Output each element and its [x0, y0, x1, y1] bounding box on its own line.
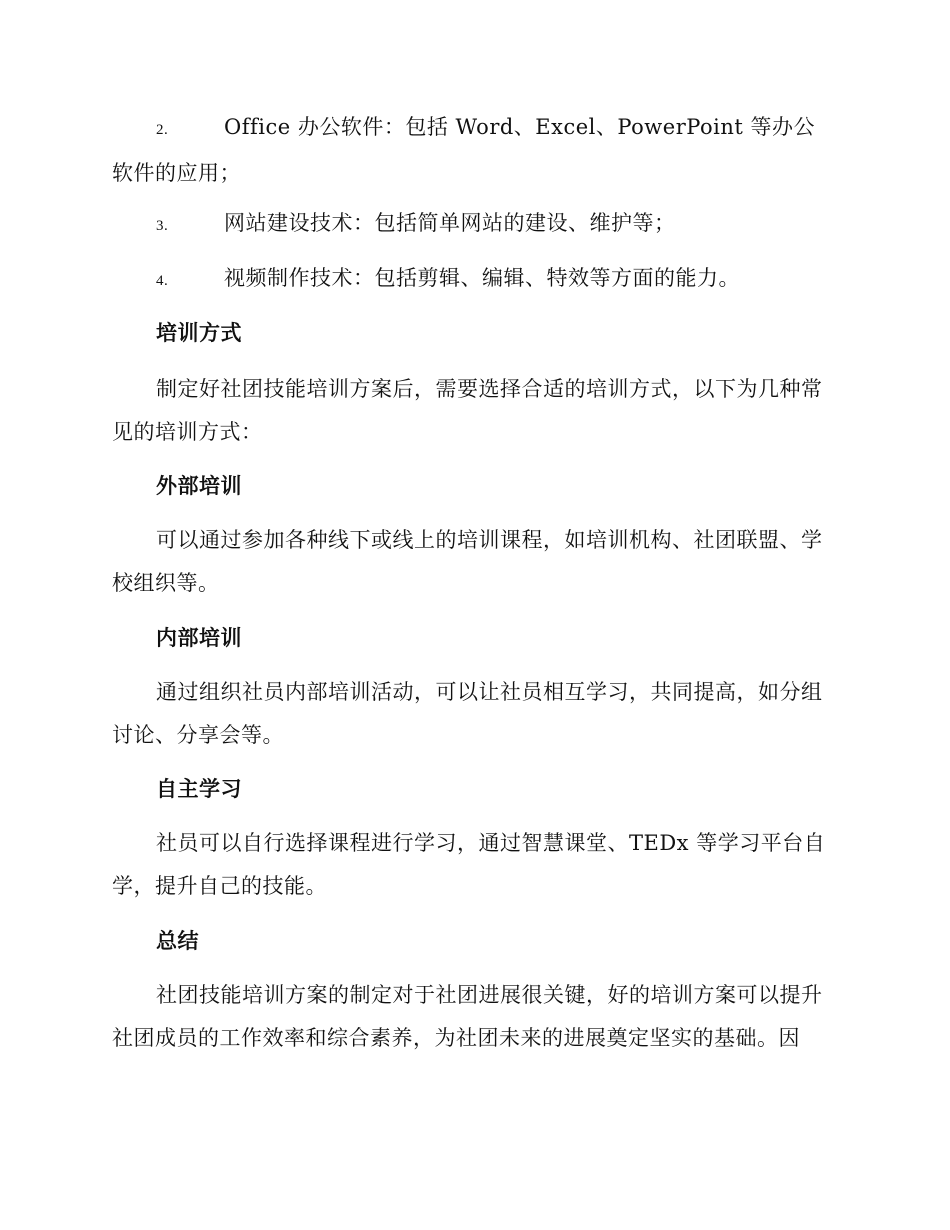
list-item-video	[112, 257, 834, 303]
list-text: Office 办公软件：包括 Word、Excel、PowerPoint 等办公软件的应用；	[112, 115, 816, 185]
heading-external-training: 外部培训	[156, 474, 242, 498]
paragraph-self-study	[112, 822, 834, 908]
list-item-office	[112, 106, 834, 195]
list-text: 视频制作技术：包括剪辑、编辑、特效等方面的能力。	[224, 266, 740, 290]
heading-training-methods: 培训方式	[156, 321, 242, 345]
list-item-website	[112, 202, 834, 248]
list-number: 3.	[156, 218, 169, 234]
paragraph-training-methods	[112, 368, 834, 454]
list-number: 2.	[156, 122, 169, 138]
paragraph-text: 通过组织社员内部培训活动，可以让社员相互学习，共同提高，如分组讨论、分享会等。	[112, 680, 823, 747]
list-text: 网站建设技术：包括简单网站的建设、维护等；	[224, 211, 676, 235]
heading-internal-training: 内部培训	[156, 626, 242, 650]
paragraph-text: 社团技能培训方案的制定对于社团进展很关键，好的培训方案可以提升社团成员的工作效率和综合素养，为社团未来的进展奠定坚实的基础。因	[112, 983, 823, 1050]
paragraph-text: 社员可以自行选择课程进行学习，通过智慧课堂、TEDx 等学习平台自学，提升自己的技能。	[112, 831, 826, 898]
paragraph-text: 可以通过参加各种线下或线上的培训课程，如培训机构、社团联盟、学校组织等。	[112, 528, 823, 595]
paragraph-summary	[112, 974, 834, 1060]
paragraph-external-training	[112, 519, 834, 605]
paragraph-text: 制定好社团技能培训方案后，需要选择合适的培训方式，以下为几种常见的培训方式：	[112, 377, 823, 444]
paragraph-internal-training	[112, 671, 834, 757]
list-number: 4.	[156, 273, 169, 289]
heading-summary: 总结	[156, 929, 199, 953]
heading-self-study: 自主学习	[156, 777, 242, 801]
